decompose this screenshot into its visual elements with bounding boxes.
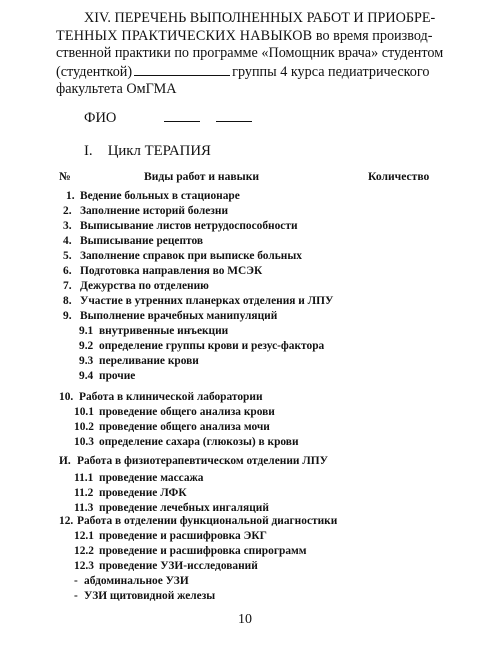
column-header-quantity: Количество — [368, 170, 430, 183]
list-item-number: 5. — [63, 250, 72, 262]
page-number: 10 — [238, 612, 252, 627]
fio-blank-2 — [216, 111, 252, 122]
fio-row — [84, 110, 252, 127]
cycle-name: Цикл ТЕРАПИЯ — [107, 143, 211, 159]
list-item-number: 9.1 — [79, 325, 94, 337]
list-item-number: 11.1 — [74, 472, 94, 484]
list-item-number: 2. — [63, 205, 72, 217]
list-item-number: 12. — [59, 515, 74, 527]
list-item-text: проведение и расшифровка ЭКГ — [99, 530, 267, 542]
cycle-number: I. — [84, 143, 93, 159]
list-item-number: 9. — [63, 310, 72, 322]
list-item-number: - — [74, 575, 78, 587]
list-item-number: 8. — [63, 295, 72, 307]
list-item-text: УЗИ щитовидной железы — [84, 590, 216, 602]
list-item-text: Выполнение врачебных манипуляций — [80, 310, 278, 322]
column-header-number: № — [59, 170, 71, 183]
list-item-number: 11.2 — [74, 487, 94, 499]
heading-line-1: XIV. ПЕРЕЧЕНЬ ВЫПОЛНЕННЫХ РАБОТ И ПРИОБРЕ- — [84, 10, 436, 26]
list-item-number: 10.2 — [74, 421, 94, 433]
list-item-text: Выписывание листов нетрудоспособности — [80, 220, 298, 232]
list-item-number: - — [74, 590, 78, 602]
list-item-number: 9.4 — [79, 370, 94, 382]
list-item-number: 10.3 — [74, 436, 94, 448]
list-item-text: Работа в клинической лаборатории — [79, 391, 263, 403]
list-item-text: Участие в утренних планерках отделения и ЛПУ — [80, 295, 334, 307]
heading-line-2 — [56, 28, 448, 46]
list-item-number: 9.3 — [79, 355, 94, 367]
student-label: (студенткой) — [56, 63, 133, 80]
list-item-text: Заполнение историй болезни — [80, 205, 229, 217]
list-item-text: Работа в отделении функциональной диагностики — [77, 515, 338, 527]
list-item-text: абдоминальное УЗИ — [84, 575, 189, 587]
heading-line-3: ственной практики по программе «Помощник врача» студентом — [56, 45, 444, 62]
list-item-number: 11.3 — [74, 502, 94, 514]
list-item-text: Дежурства по отделению — [80, 280, 209, 292]
list-item-text: проведение общего анализа крови — [99, 406, 275, 418]
list-item-text: внутривенные инъекции — [99, 325, 229, 337]
list-item-text: Работа в физиотерапевтическом отделении ЛПУ — [77, 455, 328, 467]
list-item-number: 12.1 — [74, 530, 94, 542]
cycle-title — [84, 143, 211, 160]
list-item-number: 10. — [59, 391, 74, 403]
list-item-text: проведение лечебных ингаляций — [99, 502, 269, 514]
list-item-text: определение группы крови и резус-фактора — [99, 340, 325, 352]
list-item-number: 4. — [63, 235, 72, 247]
list-item-number: 7. — [63, 280, 72, 292]
list-item-text: проведение общего анализа мочи — [99, 421, 270, 433]
heading-line-2-caps: ТЕННЫХ ПРАКТИЧЕСКИХ НАВЫКОВ — [56, 27, 313, 44]
list-item-text: переливание крови — [99, 355, 199, 367]
heading-line-2-rest: во время производ- — [312, 27, 433, 44]
list-item-number: 9.2 — [79, 340, 94, 352]
heading-line-4 — [56, 63, 448, 82]
list-item-text: проведение массажа — [99, 472, 204, 484]
list-item-number: 12.3 — [74, 560, 94, 572]
group-text: группы 4 курса педиатрического — [232, 63, 430, 80]
list-item-number: 6. — [63, 265, 72, 277]
list-item-text: проведение УЗИ-исследований — [99, 560, 258, 572]
list-item-number: И. — [59, 455, 71, 467]
heading-line-5: факультета ОмГМА — [56, 81, 177, 98]
student-name-blank — [134, 63, 230, 76]
list-item-text: проведение ЛФК — [99, 487, 187, 499]
fio-label: ФИО — [84, 110, 117, 126]
section-heading — [56, 10, 448, 99]
list-item-number: 10.1 — [74, 406, 94, 418]
list-item-text: Ведение больных в стационаре — [80, 190, 240, 202]
list-item-text: проведение и расшифровка спирограмм — [99, 545, 307, 557]
column-header-works: Виды работ и навыки — [144, 170, 260, 183]
list-item-number: 3. — [63, 220, 72, 232]
list-item-text: Заполнение справок при выписке больных — [80, 250, 302, 262]
fio-blank-1 — [164, 111, 200, 122]
list-item-text: определение сахара (глюкозы) в крови — [99, 436, 299, 448]
list-item-text: прочие — [99, 370, 136, 382]
list-item-number: 12.2 — [74, 545, 94, 557]
list-item-number: 1. — [66, 190, 75, 202]
list-item-text: Выписывание рецептов — [80, 235, 204, 247]
list-item-text: Подготовка направления во МСЭК — [80, 265, 263, 277]
